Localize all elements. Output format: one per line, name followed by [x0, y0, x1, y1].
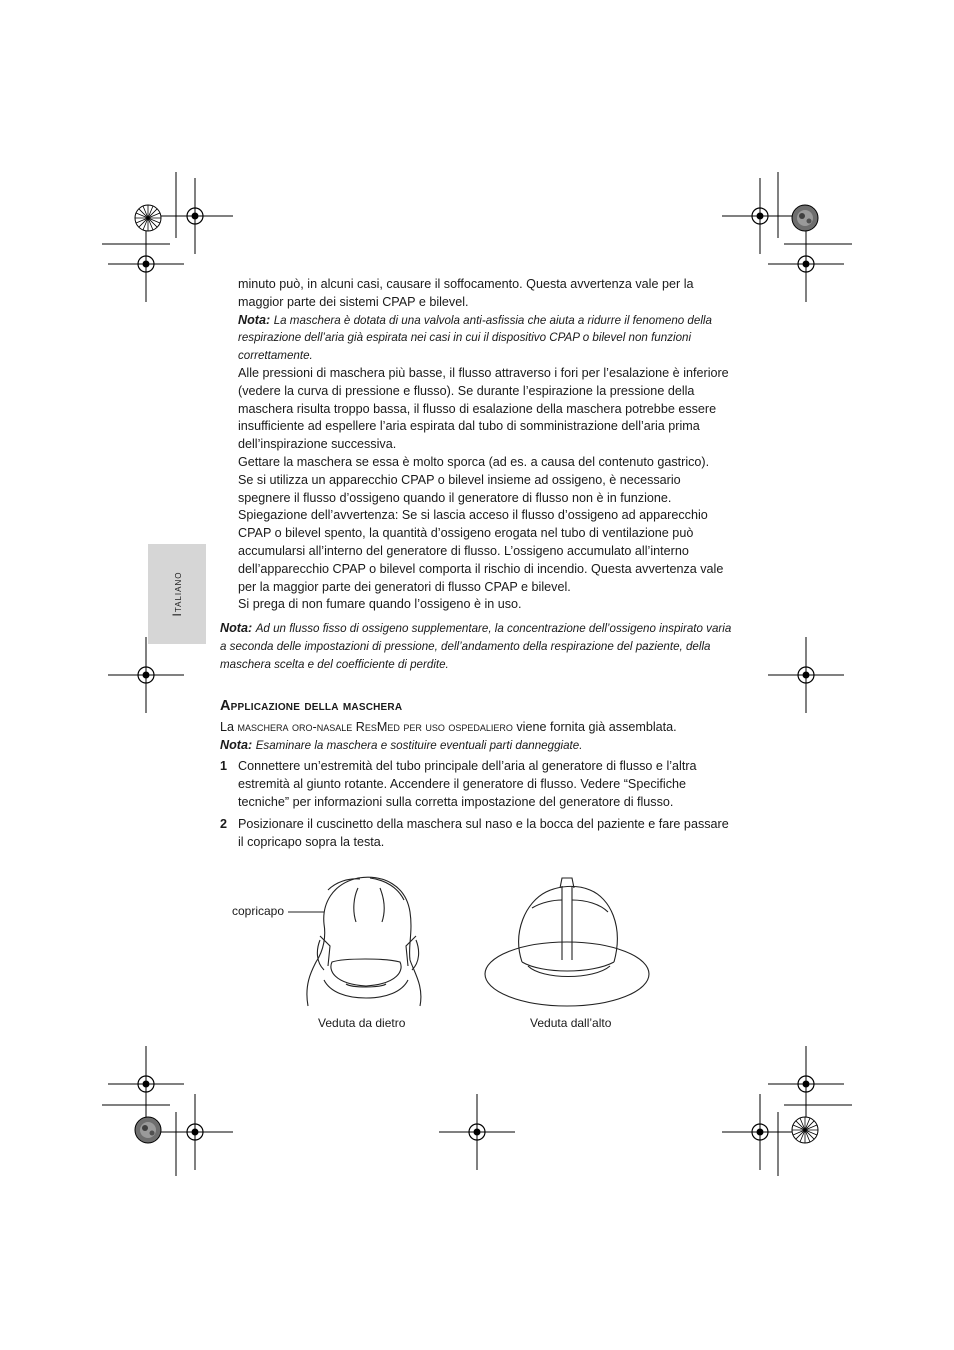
section-heading: Applicazione della maschera — [220, 697, 403, 714]
step-text: Posizionare il cuscinetto della maschera sul naso e la bocca del paziente e fare passare il copricapo sopra la testa. — [238, 817, 729, 850]
language-side-tab — [148, 544, 206, 644]
product-name: maschera oro-nasale ResMed per uso ospedaliero — [237, 720, 513, 735]
callout-label: copricapo — [232, 904, 285, 918]
top-view-illustration — [482, 866, 682, 1016]
step-item — [220, 758, 735, 811]
note-label: Nota: — [220, 621, 253, 636]
paragraph: minuto può, in alcuni casi, causare il soffocamento. Questa avvertenza vale per la maggior parte dei sistemi CPAP e bilevel. — [238, 277, 694, 309]
paragraph: Alle pressioni di maschera più basse, il flusso attraverso i fori per l’esalazione è inferiore (vedere la curva di pressione e flusso). Se durante l’espirazione la pressione della maschera risulta troppo bassa, il flusso di esalazione della maschera potrebbe essere insufficiente ad espellere l’aria espirata dal tubo di somministrazione dell’aria prima dell’inspirazione successiva. — [238, 365, 729, 452]
paragraph: Gettare la maschera se essa è molto sporca (ad es. a causa del contenuto gastrico). — [238, 454, 710, 469]
note — [238, 312, 735, 365]
step-text: Connettere un’estremità del tubo principale dell’aria al generatore di flusso e l’altra estremità al giunto rotante. Accendere il generatore di flusso. Vedere “Specifiche tecniche” per informazioni sulla corretta impostazione del generatore di flusso. — [238, 758, 697, 809]
paragraph: Si prega di non fumare quando l’ossigeno è in uso. — [238, 597, 522, 612]
note — [220, 737, 735, 755]
caption-back-view: Veduta da dietro — [318, 1016, 406, 1030]
caption-top-view: Veduta dall’alto — [530, 1016, 612, 1030]
step-item — [220, 816, 735, 852]
warning-explanation — [238, 507, 735, 596]
note-text: Ad un flusso fisso di ossigeno supplementare, la concentrazione dell’ossigeno inspirato varia a seconda delle impostazioni di pressione, dell’andamento della respirazione del paziente, della maschera scelta e del coefficiente di perdite. — [220, 622, 732, 671]
note — [220, 620, 735, 673]
side-tab-label: Italiano — [170, 571, 184, 617]
warning-block — [220, 276, 735, 614]
page-content — [220, 276, 735, 857]
note-label: Nota: — [220, 738, 253, 753]
intro-prefix: La — [220, 720, 238, 735]
warning-text: Se si lascia acceso il flusso d’ossigeno ad apparecchio CPAP o bilevel spento, la quantità d’ossigeno erogata nel tubo di ventilazione può accumularsi all’interno del generatore di flusso. L’ossigeno accumulato all’interno dell’apparecchio CPAP o bilevel comporta il rischio di incendio. Questa avvertenza vale per la maggior parte dei generatori di flusso CPAP e bilevel. — [238, 508, 724, 594]
mask-figure — [220, 866, 735, 1041]
warning-label: Spiegazione dell’avvertenza: — [238, 508, 399, 523]
note-text: Esaminare la maschera e sostituire eventuali parti danneggiate. — [255, 739, 583, 753]
paragraph: Se si utilizza un apparecchio CPAP o bilevel insieme ad ossigeno, è necessario spegnere il flusso d’ossigeno quando il generatore di flusso non è in funzione. — [238, 472, 681, 505]
step-number: 1 — [220, 758, 228, 773]
step-number: 2 — [220, 817, 228, 832]
note-label: Nota: — [238, 312, 271, 327]
intro-suffix: viene fornita già assemblata. — [512, 720, 677, 735]
note-text: La maschera è dotata di una valvola anti-asfissia che aiuta a ridurre il fenomeno della respirazione dell’aria già espirata nei casi in cui il dispositivo CPAP o bilevel non funzioni correttamente. — [238, 313, 712, 363]
section-intro — [220, 719, 735, 737]
